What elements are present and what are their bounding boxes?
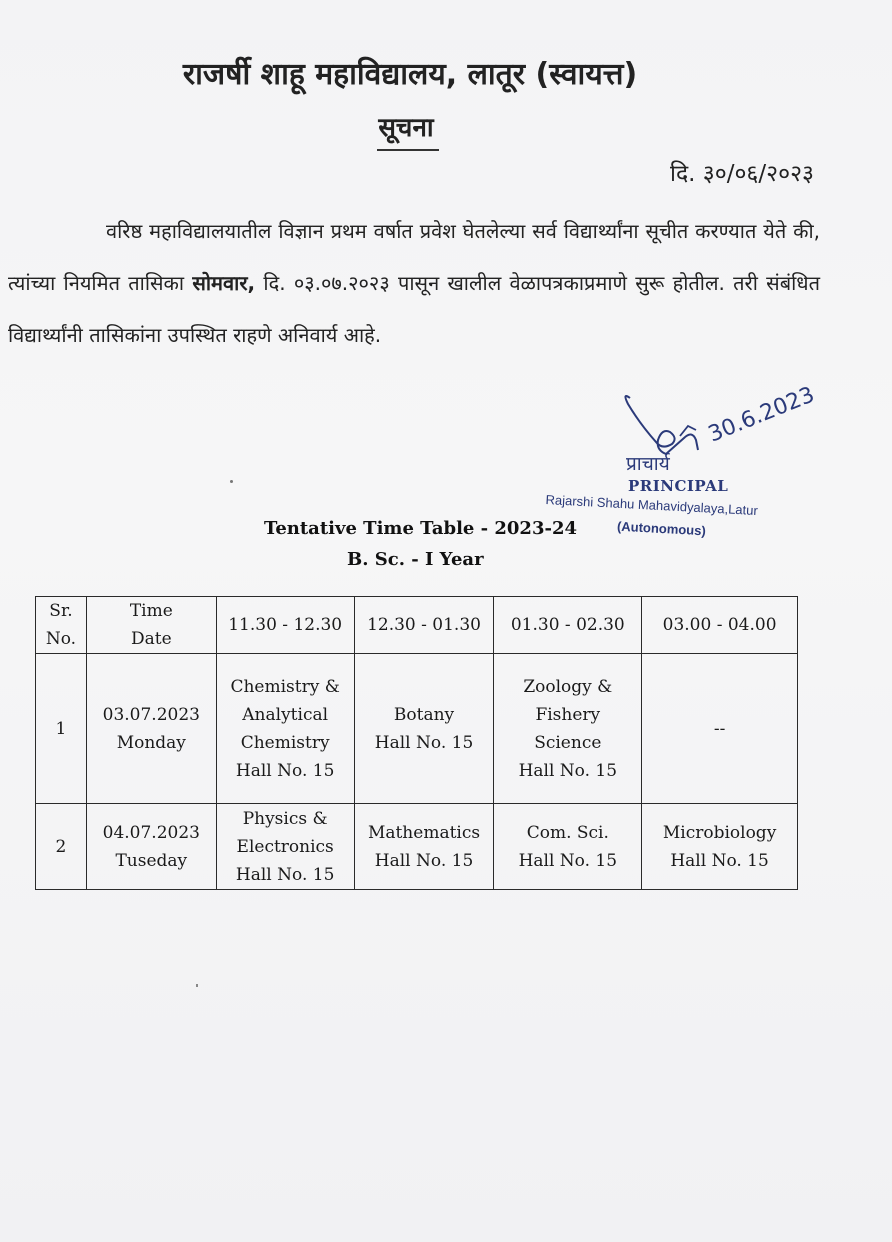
cell-line: Electronics bbox=[236, 836, 334, 857]
cell-line: Hall No. 15 bbox=[518, 760, 618, 781]
header-slot3: 01.30 - 02.30 bbox=[494, 597, 642, 654]
table-row bbox=[36, 804, 798, 890]
cell-line: Hall No. 15 bbox=[235, 864, 335, 885]
row-slot1 bbox=[216, 804, 354, 890]
header-slot4: 03.00 - 04.00 bbox=[642, 597, 798, 654]
notice-underline bbox=[377, 149, 439, 151]
header-time-line1: Time bbox=[129, 601, 173, 621]
cell-line: Physics & bbox=[242, 808, 328, 829]
cell-line: Science bbox=[534, 732, 602, 753]
header-slot1: 11.30 - 12.30 bbox=[216, 597, 354, 654]
header-sr bbox=[36, 597, 87, 654]
table-row bbox=[36, 654, 798, 804]
college-stamp: Rajarshi Shahu Mahavidyalaya,Latur bbox=[545, 492, 759, 519]
table-header-row bbox=[36, 597, 798, 654]
notice-date: दि. ३०/०६/२०२३ bbox=[670, 161, 814, 187]
timetable-subtitle: B. Sc. - I Year bbox=[347, 549, 484, 570]
header-time-date bbox=[86, 597, 216, 654]
row-slot2 bbox=[354, 654, 494, 804]
paragraph-text-2: दि. ०३.०७.२०२३ पासून खालील वेळापत्रकाप्रमाणे सुरू होतील. तरी संबंधित विद्यार्थ्यांनी तासिकांना उपस्थित राहणे अनिवार्य आहे. bbox=[8, 271, 821, 347]
cell-line: Com. Sci. bbox=[526, 822, 609, 843]
timetable bbox=[35, 596, 798, 890]
row-date-value: 03.07.2023 bbox=[102, 704, 200, 725]
cell-line: Mathematics bbox=[367, 822, 481, 843]
timetable-title: Tentative Time Table - 2023-24 bbox=[264, 518, 578, 539]
row-day-value: Tuseday bbox=[115, 850, 188, 871]
header-slot2: 12.30 - 01.30 bbox=[354, 597, 494, 654]
principal-title: PRINCIPAL bbox=[628, 477, 729, 495]
paragraph-bold-day: सोमवार, bbox=[192, 271, 256, 295]
handwritten-date: 30.6.2023 bbox=[704, 382, 819, 448]
cell-line: Hall No. 15 bbox=[374, 732, 474, 753]
cell-line: Microbiology bbox=[662, 822, 777, 843]
row-slot3 bbox=[494, 804, 642, 890]
header-sr-line1: Sr. bbox=[49, 601, 73, 621]
row-sr: 2 bbox=[36, 804, 87, 890]
cell-line: Chemistry & bbox=[230, 676, 340, 697]
cell-line: Hall No. 15 bbox=[518, 850, 618, 871]
cell-line: Hall No. 15 bbox=[374, 850, 474, 871]
cell-line: Analytical bbox=[242, 704, 329, 725]
paragraph-text-1: वरिष्ठ महाविद्यालयातील विज्ञान प्रथम वर्षात प्रवेश घेतलेल्या सर्व विद्यार्थ्यांना सूचीत करण्यात येते की, त्यांच्या नियमित तासिका bbox=[8, 219, 820, 295]
cell-line: Zoology & bbox=[523, 676, 613, 697]
paper-speck bbox=[196, 984, 198, 987]
cell-line: -- bbox=[713, 718, 726, 739]
cell-line: Botany bbox=[393, 704, 455, 725]
notice-heading: सूचना bbox=[378, 113, 434, 143]
row-date bbox=[86, 654, 216, 804]
paper-speck bbox=[230, 480, 233, 483]
row-slot1 bbox=[216, 654, 354, 804]
cell-line: Fishery bbox=[535, 704, 601, 725]
row-date-value: 04.07.2023 bbox=[102, 822, 200, 843]
header-sr-line2: No. bbox=[45, 629, 77, 649]
cell-line: Hall No. 15 bbox=[670, 850, 769, 871]
row-sr: 1 bbox=[36, 654, 87, 804]
row-slot4 bbox=[642, 804, 798, 890]
autonomous-stamp: (Autonomous) bbox=[616, 518, 707, 539]
row-slot3 bbox=[494, 654, 642, 804]
header-time-line2: Date bbox=[130, 629, 172, 649]
row-slot2 bbox=[354, 804, 494, 890]
cell-line: Hall No. 15 bbox=[235, 760, 335, 781]
principal-marathi: प्राचार्य bbox=[626, 453, 670, 475]
notice-paragraph bbox=[8, 205, 820, 361]
row-slot4 bbox=[642, 654, 798, 804]
row-date bbox=[86, 804, 216, 890]
row-day-value: Monday bbox=[116, 732, 186, 753]
cell-line: Chemistry bbox=[240, 732, 330, 753]
college-title: राजर्षी शाहू महाविद्यालय, लातूर (स्वायत्त) bbox=[182, 57, 638, 92]
